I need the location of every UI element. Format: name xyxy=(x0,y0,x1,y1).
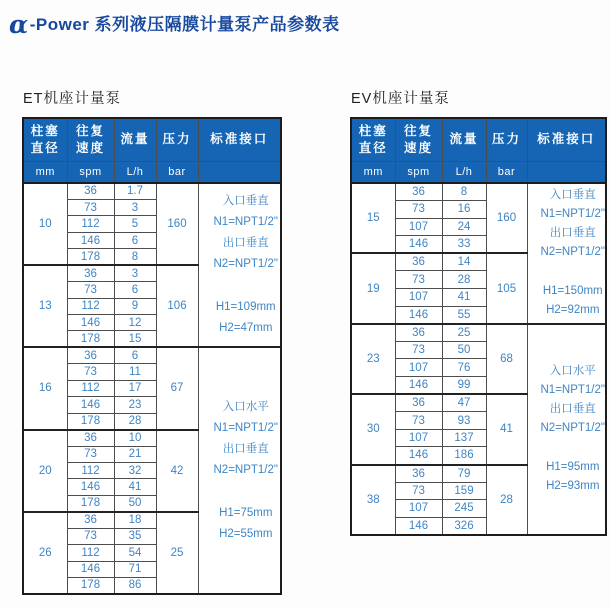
speed-cell: 146 xyxy=(67,397,114,413)
col-header-standard-interface xyxy=(198,118,281,162)
speed-cell: 112 xyxy=(67,216,114,232)
et-pump-section xyxy=(22,87,282,595)
table-row xyxy=(351,183,606,201)
speed-cell: 73 xyxy=(395,271,442,289)
speed-cell: 36 xyxy=(67,512,114,528)
speed-cell: 178 xyxy=(67,578,114,594)
flow-cell: 10 xyxy=(114,430,156,446)
interface-text-line: N2=NPT1/2" xyxy=(540,422,605,435)
speed-cell: 178 xyxy=(67,413,114,429)
flow-cell: 186 xyxy=(442,447,486,465)
flow-cell: 15 xyxy=(114,331,156,347)
plunger-diameter-cell: 15 xyxy=(351,183,395,253)
speed-cell: 73 xyxy=(395,482,442,500)
plunger-diameter-cell: 23 xyxy=(351,324,395,394)
flow-cell: 9 xyxy=(114,298,156,314)
plunger-diameter-cell: 30 xyxy=(351,394,395,464)
flow-cell: 12 xyxy=(114,315,156,331)
interface-text-line: H1=150mm xyxy=(542,285,603,298)
plunger-diameter-cell: 10 xyxy=(23,183,67,265)
tables-row xyxy=(0,87,610,595)
pressure-cell: 67 xyxy=(156,347,198,429)
header-line: 柱塞 xyxy=(30,123,60,138)
units-row xyxy=(23,162,281,184)
standard-interface-cell xyxy=(527,183,606,324)
spacer xyxy=(212,275,281,297)
flow-cell: 32 xyxy=(114,462,156,478)
speed-cell: 112 xyxy=(67,298,114,314)
speed-cell: 178 xyxy=(67,495,114,511)
standard-interface-cell xyxy=(527,324,606,535)
flow-cell: 35 xyxy=(114,528,156,544)
flow-cell: 8 xyxy=(114,249,156,265)
et-table-header xyxy=(23,118,281,183)
flow-cell: 245 xyxy=(442,500,486,518)
interface-text-block xyxy=(199,191,281,339)
ev-table-body xyxy=(351,183,606,535)
et-table-body xyxy=(23,183,281,594)
spacer xyxy=(212,481,281,503)
header-line: 往复 xyxy=(403,123,433,138)
flow-cell: 50 xyxy=(114,495,156,511)
header-line: 直径 xyxy=(358,141,388,155)
table-row xyxy=(23,347,281,363)
page-title-text: -Power 系列液压隔膜计量泵产品参数表 xyxy=(29,15,340,34)
speed-cell: 146 xyxy=(395,306,442,324)
flow-cell: 159 xyxy=(442,482,486,500)
flow-cell: 54 xyxy=(114,545,156,561)
col-header-pressure xyxy=(486,118,527,162)
flow-cell: 76 xyxy=(442,359,486,377)
spacer xyxy=(541,438,606,458)
interface-text-line: 出口垂直 xyxy=(222,237,269,250)
pressure-cell: 28 xyxy=(486,465,527,535)
interface-text-line: H2=55mm xyxy=(219,527,273,540)
plunger-diameter-cell: 38 xyxy=(351,465,395,535)
col-header-flow xyxy=(442,118,486,162)
flow-cell: 28 xyxy=(114,413,156,429)
header-line: 柱塞 xyxy=(358,123,388,138)
flow-cell: 79 xyxy=(442,465,486,483)
speed-cell: 73 xyxy=(395,201,442,219)
unit-cell-lh: L/h xyxy=(114,162,156,184)
speed-cell: 112 xyxy=(67,462,114,478)
flow-cell: 11 xyxy=(114,364,156,380)
speed-cell: 146 xyxy=(395,517,442,535)
speed-cell: 36 xyxy=(395,183,442,201)
interface-text-line: N2=NPT1/2" xyxy=(213,258,278,271)
alpha-symbol: α xyxy=(9,10,29,39)
spacer xyxy=(541,262,606,282)
ev-pump-section xyxy=(350,87,607,536)
interface-text-block xyxy=(199,397,281,545)
flow-cell: 18 xyxy=(114,512,156,528)
page-title xyxy=(9,10,610,37)
unit-cell-mm: mm xyxy=(351,162,395,184)
flow-cell: 41 xyxy=(114,479,156,495)
col-header-flow xyxy=(114,118,156,162)
speed-cell: 73 xyxy=(395,341,442,359)
plunger-diameter-cell: 13 xyxy=(23,265,67,347)
flow-cell: 24 xyxy=(442,218,486,236)
flow-cell: 6 xyxy=(114,232,156,248)
unit-cell-blank xyxy=(527,162,606,184)
interface-text-line: N2=NPT1/2" xyxy=(540,246,605,259)
col-header-standard-interface xyxy=(527,118,606,162)
unit-cell-blank xyxy=(198,162,281,184)
et-table-subtitle: ET机座计量泵 xyxy=(23,91,122,107)
plunger-diameter-cell: 20 xyxy=(23,430,67,512)
flow-cell: 16 xyxy=(442,201,486,219)
unit-cell-spm: spm xyxy=(395,162,442,184)
pressure-cell: 42 xyxy=(156,430,198,512)
speed-cell: 73 xyxy=(67,364,114,380)
header-line: 流量 xyxy=(120,132,150,147)
speed-cell: 36 xyxy=(67,430,114,446)
interface-text-block xyxy=(528,362,606,496)
speed-cell: 36 xyxy=(395,465,442,483)
header-row xyxy=(23,118,281,162)
interface-text-line: H1=95mm xyxy=(546,461,600,474)
interface-text-line: H1=75mm xyxy=(219,506,273,519)
flow-cell: 21 xyxy=(114,446,156,462)
flow-cell: 86 xyxy=(114,578,156,594)
flow-cell: 41 xyxy=(442,289,486,307)
unit-cell-bar: bar xyxy=(486,162,527,184)
speed-cell: 146 xyxy=(395,447,442,465)
speed-cell: 73 xyxy=(395,412,442,430)
interface-text-line: N1=NPT1/2" xyxy=(213,421,278,434)
flow-cell: 17 xyxy=(114,380,156,396)
speed-cell: 146 xyxy=(395,236,442,254)
speed-cell: 178 xyxy=(67,331,114,347)
interface-text-line: N1=NPT1/2" xyxy=(213,216,278,229)
header-line: 标准接口 xyxy=(210,132,269,147)
speed-cell: 36 xyxy=(395,394,442,412)
ev-pump-table xyxy=(350,117,607,536)
flow-cell: 326 xyxy=(442,517,486,535)
header-line: 速度 xyxy=(403,141,433,155)
speed-cell: 107 xyxy=(395,429,442,447)
speed-cell: 107 xyxy=(395,218,442,236)
pressure-cell: 106 xyxy=(156,265,198,347)
speed-cell: 146 xyxy=(67,315,114,331)
pressure-cell: 68 xyxy=(486,324,527,394)
unit-cell-spm: spm xyxy=(67,162,114,184)
interface-text-line: H1=109mm xyxy=(215,301,276,314)
header-line: 流量 xyxy=(449,132,479,147)
interface-text-line: H2=93mm xyxy=(546,480,600,493)
page xyxy=(0,10,610,595)
header-line: 标准接口 xyxy=(537,132,596,147)
speed-cell: 146 xyxy=(67,479,114,495)
pressure-cell: 105 xyxy=(486,253,527,323)
pressure-cell: 41 xyxy=(486,394,527,464)
interface-text-line: 出口垂直 xyxy=(549,403,596,416)
speed-cell: 73 xyxy=(67,282,114,298)
interface-text-block xyxy=(528,186,606,320)
header-line: 速度 xyxy=(75,141,105,155)
interface-text-line: 入口垂直 xyxy=(549,189,596,202)
plunger-diameter-cell: 26 xyxy=(23,512,67,594)
speed-cell: 36 xyxy=(395,253,442,271)
standard-interface-cell xyxy=(198,347,281,594)
interface-text-line: N1=NPT1/2" xyxy=(540,208,605,221)
header-line: 直径 xyxy=(30,141,60,155)
speed-cell: 36 xyxy=(67,265,114,281)
table-row xyxy=(23,183,281,199)
units-row xyxy=(351,162,606,184)
header-line: 压力 xyxy=(162,132,192,147)
interface-text-line: 入口垂直 xyxy=(222,195,269,208)
flow-cell: 1.7 xyxy=(114,183,156,199)
speed-cell: 178 xyxy=(67,249,114,265)
col-header-stroke-speed xyxy=(67,118,114,162)
speed-cell: 146 xyxy=(67,232,114,248)
speed-cell: 146 xyxy=(67,561,114,577)
pressure-cell: 160 xyxy=(156,183,198,265)
interface-text-line: 入口水平 xyxy=(549,365,596,378)
flow-cell: 3 xyxy=(114,199,156,215)
speed-cell: 112 xyxy=(67,545,114,561)
speed-cell: 107 xyxy=(395,500,442,518)
interface-text-line: H2=92mm xyxy=(546,304,600,317)
speed-cell: 36 xyxy=(395,324,442,342)
flow-cell: 137 xyxy=(442,429,486,447)
ev-table-header xyxy=(351,118,606,183)
col-header-plunger-diameter xyxy=(23,118,67,162)
flow-cell: 5 xyxy=(114,216,156,232)
header-row xyxy=(351,118,606,162)
interface-text-line: 出口垂直 xyxy=(222,442,269,455)
flow-cell: 50 xyxy=(442,341,486,359)
unit-cell-mm: mm xyxy=(23,162,67,184)
speed-cell: 73 xyxy=(67,528,114,544)
col-header-stroke-speed xyxy=(395,118,442,162)
interface-text-line: N1=NPT1/2" xyxy=(540,384,605,397)
speed-cell: 146 xyxy=(395,377,442,395)
plunger-diameter-cell: 16 xyxy=(23,347,67,429)
flow-cell: 3 xyxy=(114,265,156,281)
speed-cell: 107 xyxy=(395,359,442,377)
interface-text-line: H2=47mm xyxy=(219,322,273,335)
pressure-cell: 160 xyxy=(486,183,527,253)
col-header-plunger-diameter xyxy=(351,118,395,162)
flow-cell: 55 xyxy=(442,306,486,324)
flow-cell: 99 xyxy=(442,377,486,395)
flow-cell: 6 xyxy=(114,282,156,298)
header-line: 往复 xyxy=(75,123,105,138)
header-line: 压力 xyxy=(491,132,521,147)
flow-cell: 47 xyxy=(442,394,486,412)
flow-cell: 93 xyxy=(442,412,486,430)
speed-cell: 73 xyxy=(67,199,114,215)
speed-cell: 107 xyxy=(395,289,442,307)
unit-cell-bar: bar xyxy=(156,162,198,184)
speed-cell: 36 xyxy=(67,183,114,199)
interface-text-line: N2=NPT1/2" xyxy=(213,463,278,476)
table-row xyxy=(351,324,606,342)
flow-cell: 25 xyxy=(442,324,486,342)
speed-cell: 112 xyxy=(67,380,114,396)
ev-table-subtitle: EV机座计量泵 xyxy=(351,91,450,107)
speed-cell: 36 xyxy=(67,347,114,363)
flow-cell: 14 xyxy=(442,253,486,271)
flow-cell: 71 xyxy=(114,561,156,577)
flow-cell: 6 xyxy=(114,347,156,363)
flow-cell: 28 xyxy=(442,271,486,289)
flow-cell: 8 xyxy=(442,183,486,201)
flow-cell: 33 xyxy=(442,236,486,254)
unit-cell-lh: L/h xyxy=(442,162,486,184)
speed-cell: 73 xyxy=(67,446,114,462)
pressure-cell: 25 xyxy=(156,512,198,594)
flow-cell: 23 xyxy=(114,397,156,413)
plunger-diameter-cell: 19 xyxy=(351,253,395,323)
standard-interface-cell xyxy=(198,183,281,347)
col-header-pressure xyxy=(156,118,198,162)
interface-text-line: 入口水平 xyxy=(222,400,269,413)
interface-text-line: 出口垂直 xyxy=(549,227,596,240)
et-pump-table xyxy=(22,117,282,595)
